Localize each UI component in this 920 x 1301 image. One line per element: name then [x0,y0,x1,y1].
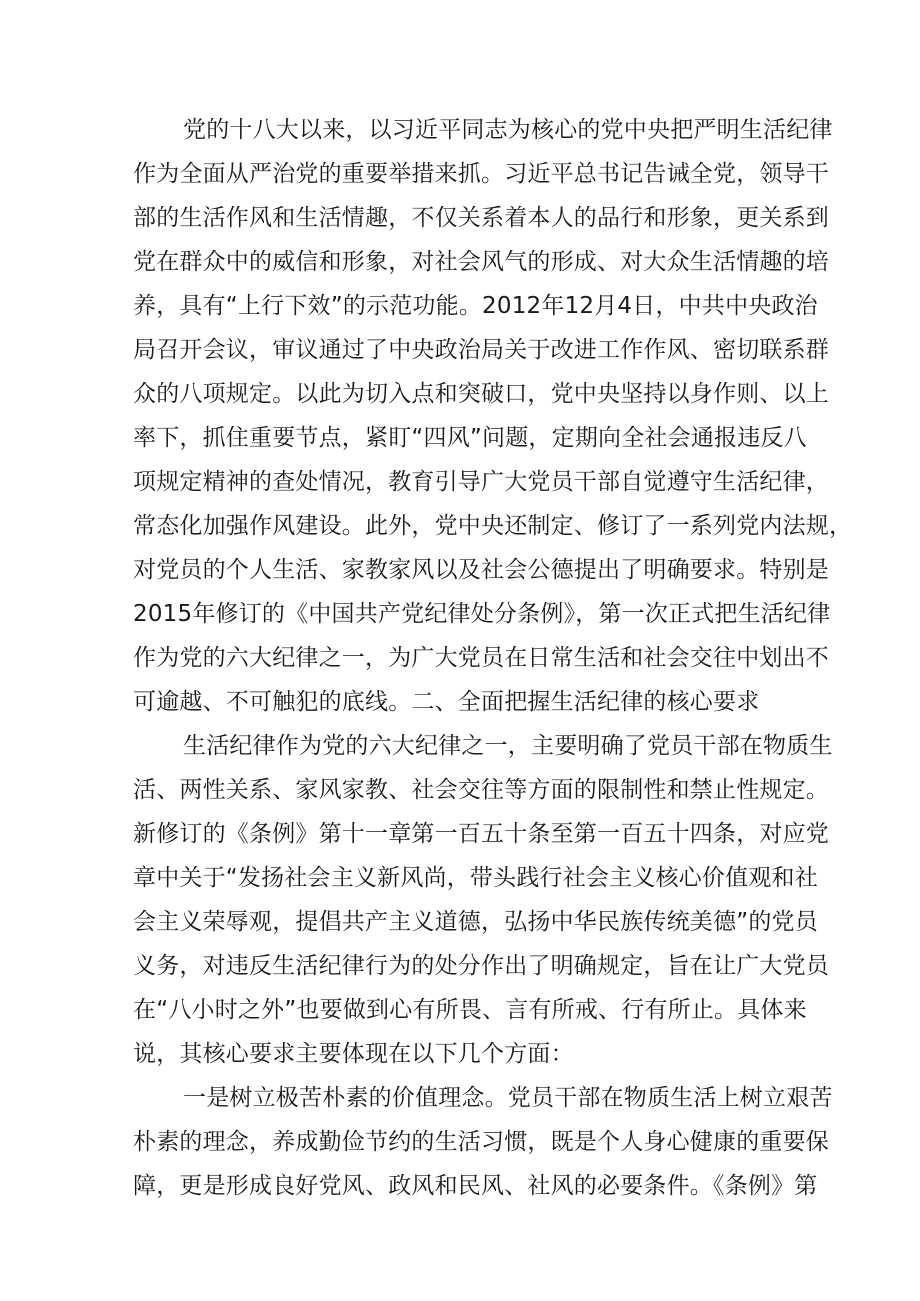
paragraph-2 [133,724,833,1076]
text-line: 可逾越、不可触犯的底线。二、全面把握生活纪律的核心要求 [133,689,760,715]
text-line: 会主义荣辱观，提倡共产主义道德，弘扬中华民族传统美德”的党员 [133,909,818,935]
text-line: 党的十八大以来，以习近平同志为核心的党中央把严明生活纪律 [183,117,833,143]
text-line: 局召开会议，审议通过了中央政治局关于改进工作作风、密切联系群 [133,337,829,363]
paragraph-3 [133,1076,833,1208]
text-line: 义务，对违反生活纪律行为的处分作出了明确规定，旨在让广大党员 [133,953,829,979]
text-line: 部的生活作风和生活情趣，不仅关系着本人的品行和形象，更关系到 [133,205,829,231]
text-line: 对党员的个人生活、家教家风以及社会公德提出了明确要求。特别是 [133,557,829,583]
text-line: 众的八项规定。以此为切入点和突破口，党中央坚持以身作则、以上 [133,381,829,407]
text-line: 在“八小时之外”也要做到心有所畏、言有所戒、行有所止。具体来 [133,997,807,1023]
text-line: 生活纪律作为党的六大纪律之一，主要明确了党员干部在物质生 [183,733,833,759]
text-line: 章中关于“发扬社会主义新风尚，带头践行社会主义核心价值观和社 [133,865,818,891]
text-line: 党在群众中的威信和形象，对社会风气的形成、对大众生活情趣的培 [133,249,829,275]
document-body [133,108,853,1208]
text-line: 项规定精神的查处情况，教育引导广大党员干部自觉遵守生活纪律， [133,469,829,495]
text-line: 率下，抓住重要节点，紧盯“四风”问题，定期向全社会通报违反八 [133,425,807,451]
text-line: 活、两性关系、家风家教、社会交往等方面的限制性和禁止性规定。 [133,777,829,803]
text-line: 障，更是形成良好党风、政风和民风、社风的必要条件。《条例》第 [133,1173,818,1199]
text-line: 常态化加强作风建设。此外，党中央还制定、修订了一系列党内法规， [133,513,853,539]
text-line: 朴素的理念，养成勤俭节约的生活习惯，既是个人身心健康的重要保 [133,1129,829,1155]
text-line: 养，具有“上行下效”的示范功能。2012年12月4日，中共中央政治 [133,293,818,319]
text-line: 新修订的《条例》第十一章第一百五十条至第一百五十四条，对应党 [133,821,829,847]
text-line: 说，其核心要求主要体现在以下几个方面： [133,1041,574,1067]
text-line: 作为党的六大纪律之一，为广大党员在日常生活和社会交往中划出不 [133,645,829,671]
paragraph-1 [133,108,853,724]
text-line: 2015年修订的《中国共产党纪律处分条例》，第一次正式把生活纪律 [133,601,831,627]
text-line: 一是树立极苦朴素的价值理念。党员干部在物质生活上树立艰苦 [183,1085,833,1111]
text-line: 作为全面从严治党的重要举措来抓。习近平总书记告诫全党，领导干 [133,161,829,187]
